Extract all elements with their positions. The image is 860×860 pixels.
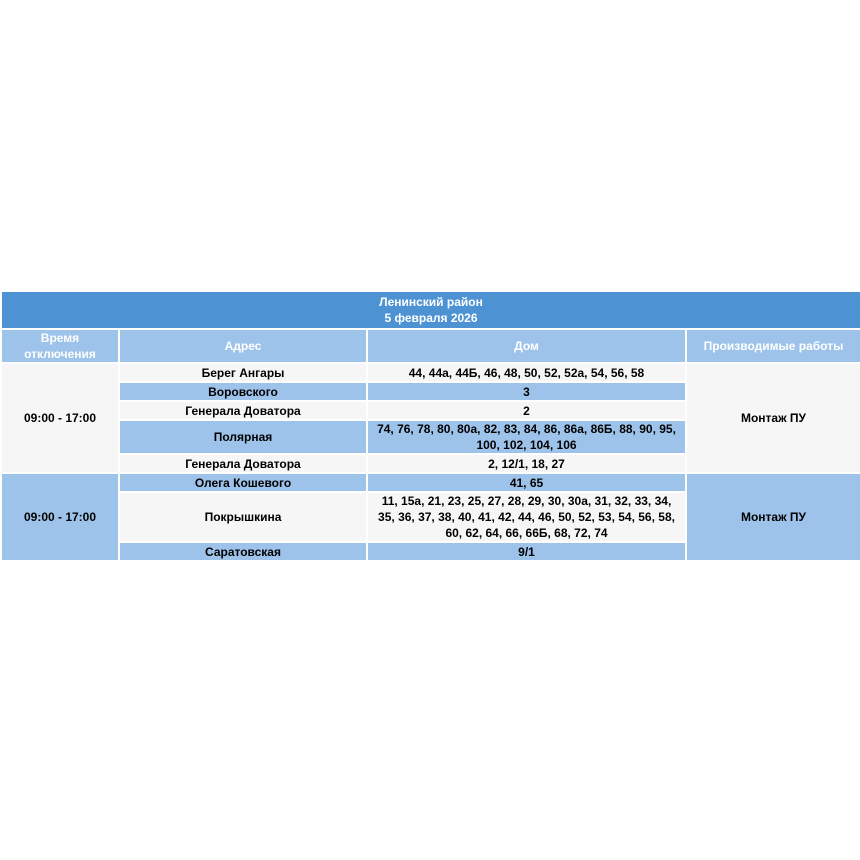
street-cell: Берег Ангары [119,363,367,382]
houses-cell: 2 [367,401,686,420]
table-title [1,291,860,329]
column-header-time: Время отключения [1,329,119,363]
street-cell: Генерала Доватора [119,401,367,420]
houses-cell: 2, 12/1, 18, 27 [367,454,686,473]
outage-schedule [0,290,860,562]
column-header-works: Производимые работы [686,329,860,363]
column-header-row [1,329,860,363]
houses-cell: 3 [367,382,686,401]
district-name: Ленинский район [379,295,483,309]
works-cell: Монтаж ПУ [686,363,860,473]
houses-cell: 11, 15а, 21, 23, 25, 27, 28, 29, 30, 30а, 31, 32, 33, 34, 35, 36, 37, 38, 40, 41, 42, 44, 46, 50, 52, 53, 54, 56, 58, 60, 62, 64, 66, 66Б, 68, 72, 74 [367,492,686,542]
houses-cell: 74, 76, 78, 80, 80а, 82, 83, 84, 86, 86а, 86Б, 88, 90, 95, 100, 102, 104, 106 [367,420,686,454]
outage-table [0,290,860,562]
street-cell: Саратовская [119,542,367,561]
street-cell: Полярная [119,420,367,454]
outage-time: 09:00 - 17:00 [1,363,119,473]
street-cell: Покрышкина [119,492,367,542]
column-header-house: Дом [367,329,686,363]
houses-cell: 41, 65 [367,473,686,492]
street-cell: Воровского [119,382,367,401]
column-header-address: Адрес [119,329,367,363]
table-row [1,473,860,492]
houses-cell: 44, 44а, 44Б, 46, 48, 50, 52, 52а, 54, 56, 58 [367,363,686,382]
houses-cell: 9/1 [367,542,686,561]
works-cell: Монтаж ПУ [686,473,860,561]
street-cell: Генерала Доватора [119,454,367,473]
table-title-row [1,291,860,329]
street-cell: Олега Кошевого [119,473,367,492]
schedule-date: 5 февраля 2026 [384,311,478,325]
outage-time: 09:00 - 17:00 [1,473,119,561]
table-row [1,363,860,382]
